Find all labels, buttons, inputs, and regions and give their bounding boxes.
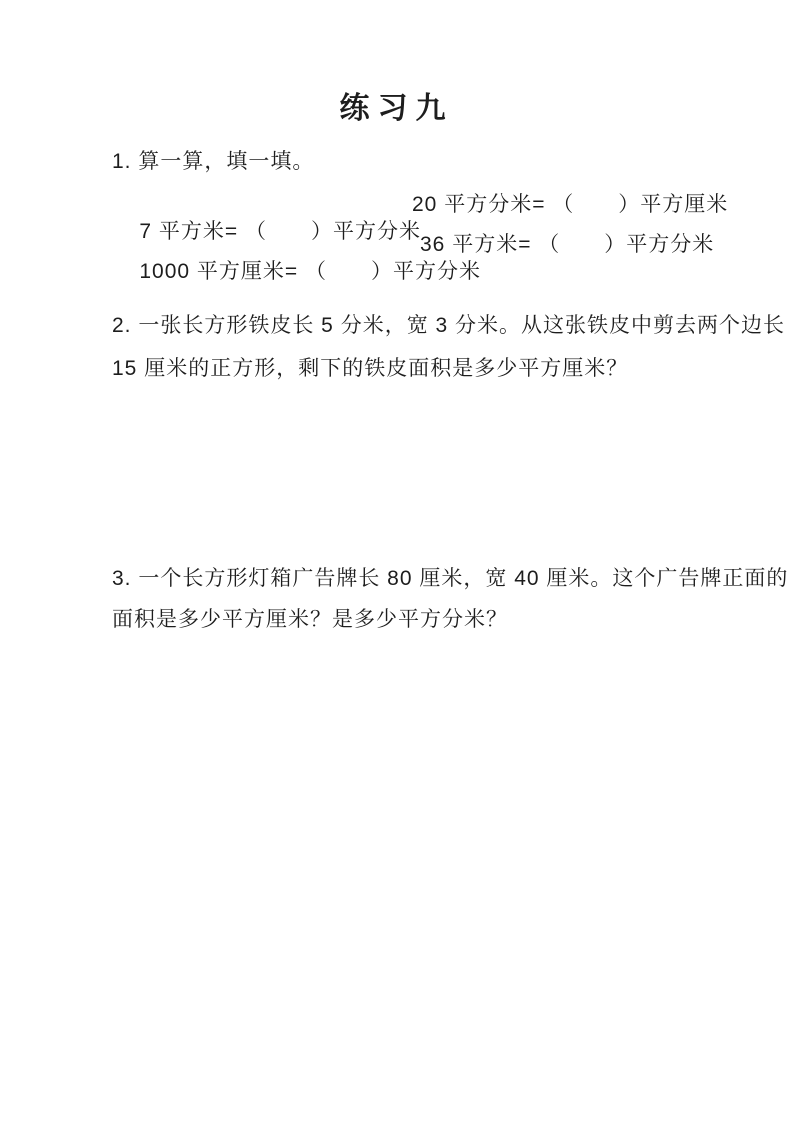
q1-row2-left: 1000 平方厘米= （ ）平方分米	[139, 260, 481, 283]
q2-text-line-1: 2. 一张长方形铁皮长 5 分米，宽 3 分米。从这张铁皮中剪去两个边长	[112, 314, 786, 337]
q1-row1-left: 7 平方米= （ ）平方分米	[139, 220, 421, 243]
q3-text-line-2: 面积是多少平方厘米？是多少平方分米？	[112, 608, 508, 631]
q2-text-line-2: 15 厘米的正方形，剩下的铁皮面积是多少平方厘米？	[112, 357, 629, 380]
page-title: 练习九	[339, 92, 454, 125]
q1-row1-right: 20 平方分米= （ ）平方厘米	[412, 193, 729, 216]
q3-text-line-1: 3. 一个长方形灯箱广告牌长 80 厘米，宽 40 厘米。这个广告牌正面的	[112, 567, 789, 590]
q1-row2-right: 36 平方米= （ ）平方分米	[420, 233, 715, 256]
q1-prompt: 1. 算一算，填一填。	[112, 150, 315, 173]
